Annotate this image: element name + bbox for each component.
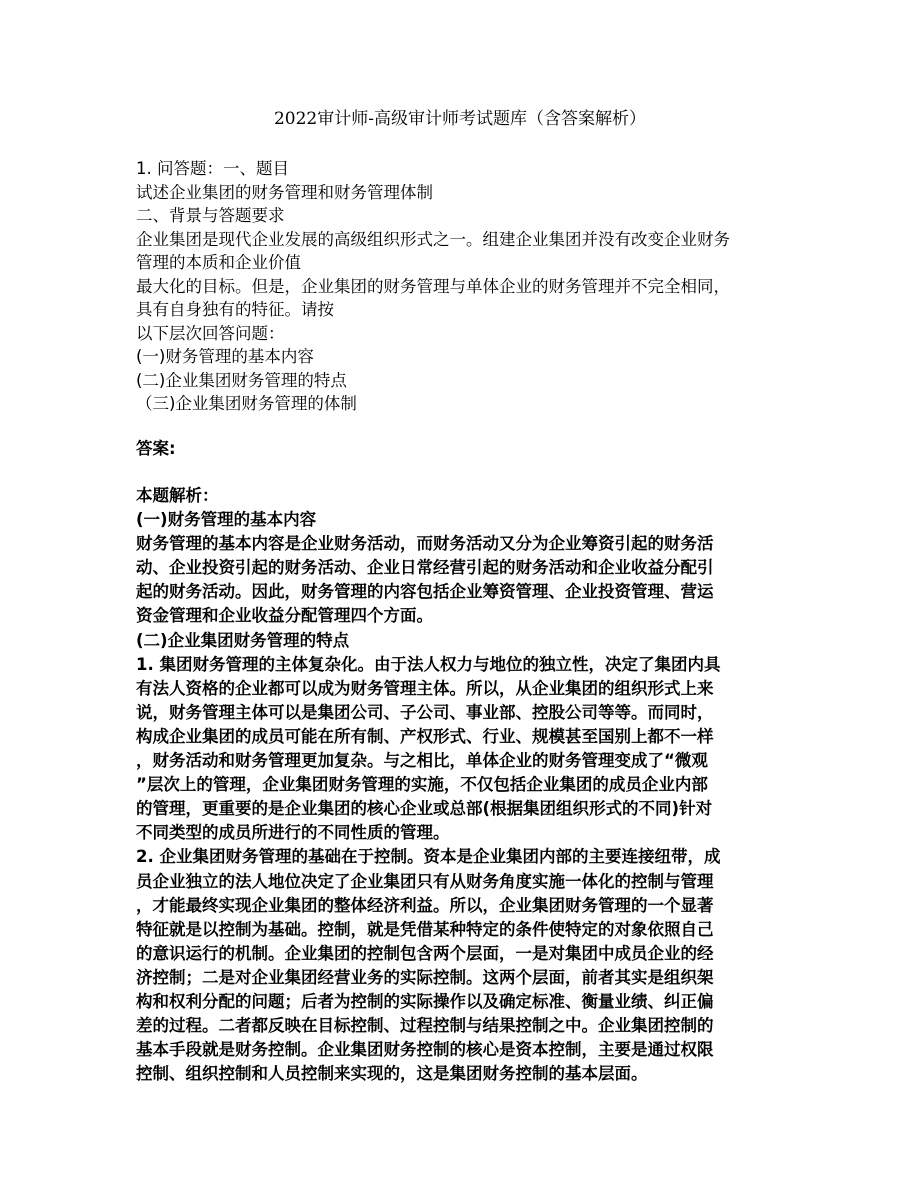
question-line: 二、背景与答题要求: [136, 206, 285, 225]
analysis-line: 说，财务管理主体可以是集团公司、子公司、事业部、控股公司等等。而同时，: [136, 702, 714, 722]
analysis-line: (一)财务管理的基本内容: [136, 510, 317, 530]
analysis-line: 2. 企业集团财务管理的基础在于控制。资本是企业集团内部的主要连接纽带，成: [136, 847, 721, 867]
analysis-line: 的管理，更重要的是企业集团的核心企业或总部(根据集团组织形式的不同)针对: [136, 799, 713, 819]
analysis-line: 动、企业投资引起的财务活动、企业日常经营引起的财务活动和企业收益分配引: [136, 558, 714, 578]
analysis-line: 起的财务活动。因此，财务管理的内容包括企业筹资管理、企业投资管理、营运: [136, 582, 714, 602]
analysis-line: 基本手段就是财务控制。企业集团财务控制的核心是资本控制，主要是通过权限: [136, 1040, 714, 1060]
document-title: 2022审计师-高级审计师考试题库（含答案解析）: [273, 109, 646, 129]
question-line: （三)企业集团财务管理的体制: [136, 394, 357, 413]
question-block: [136, 157, 796, 416]
analysis-line: 员企业独立的法人地位决定了企业集团只有从财务角度实施一体化的控制与管理: [136, 871, 714, 891]
analysis-block: [136, 484, 796, 1086]
question-line: 以下层次回答问题：: [136, 323, 285, 343]
analysis-line: (二)企业集团财务管理的特点: [136, 630, 350, 650]
analysis-line: 1. 集团财务管理的主体复杂化。由于法人权力与地位的独立性，决定了集团内具: [136, 654, 721, 674]
analysis-line: 不同类型的成员所进行的不同性质的管理。: [136, 823, 450, 843]
question-line: (二)企业集团财务管理的特点: [136, 370, 347, 390]
analysis-line: 构成企业集团的成员可能在所有制、产权形式、行业、规模甚至国别上都不一样: [136, 726, 714, 746]
analysis-line: 构和权利分配的问题；后者为控制的实际操作以及确定标准、衡量业绩、纠正偏: [136, 991, 714, 1011]
question-line: 1. 问答题：一、题目: [136, 159, 289, 178]
question-line: 企业集团是现代企业发展的高级组织形式之一。组建企业集团并没有改变企业财务: [136, 229, 730, 249]
analysis-line: 财务管理的基本内容是企业财务活动，而财务活动又分为企业筹资引起的财务活: [136, 534, 714, 554]
analysis-line: ，财务活动和财务管理更加复杂。与之相比，单体企业的财务管理变成了“微观: [136, 751, 708, 771]
question-line: 管理的本质和企业价值: [136, 253, 301, 272]
question-line: (一)财务管理的基本内容: [136, 347, 314, 366]
analysis-line: 资金管理和企业收益分配管理四个方面。: [136, 606, 433, 626]
question-line: 具有自身独有的特征。请按: [136, 300, 334, 319]
question-line: 试述企业集团的财务管理和财务管理体制: [136, 182, 433, 202]
analysis-line: 有法人资格的企业都可以成为财务管理主体。所以，从企业集团的组织形式上来: [136, 678, 714, 698]
analysis-line: 差的过程。二者都反映在目标控制、过程控制与结果控制之中。企业集团控制的: [136, 1016, 714, 1036]
answer-label: 答案:: [136, 439, 176, 458]
analysis-line: 济控制；二是对企业集团经营业务的实际控制。这两个层面，前者其实是组织架: [136, 967, 714, 987]
question-line: 最大化的目标。但是，企业集团的财务管理与单体企业的财务管理并不完全相同，: [136, 276, 730, 296]
analysis-line: 特征就是以控制为基础。控制，就是凭借某种特定的条件使特定的对象依照自己: [136, 919, 714, 939]
analysis-heading: 本题解析：: [136, 486, 219, 505]
analysis-line: 控制、组织控制和人员控制来实现的，这是集团财务控制的基本层面。: [136, 1064, 648, 1084]
analysis-line: ，才能最终实现企业集团的整体经济利益。所以，企业集团财务管理的一个显著: [136, 895, 714, 915]
analysis-line: ”层次上的管理，企业集团财务管理的实施，不仅包括企业集团的成员企业内部: [136, 775, 708, 795]
analysis-line: 的意识运行的机制。企业集团的控制包含两个层面，一是对集团中成员企业的经: [136, 943, 714, 963]
